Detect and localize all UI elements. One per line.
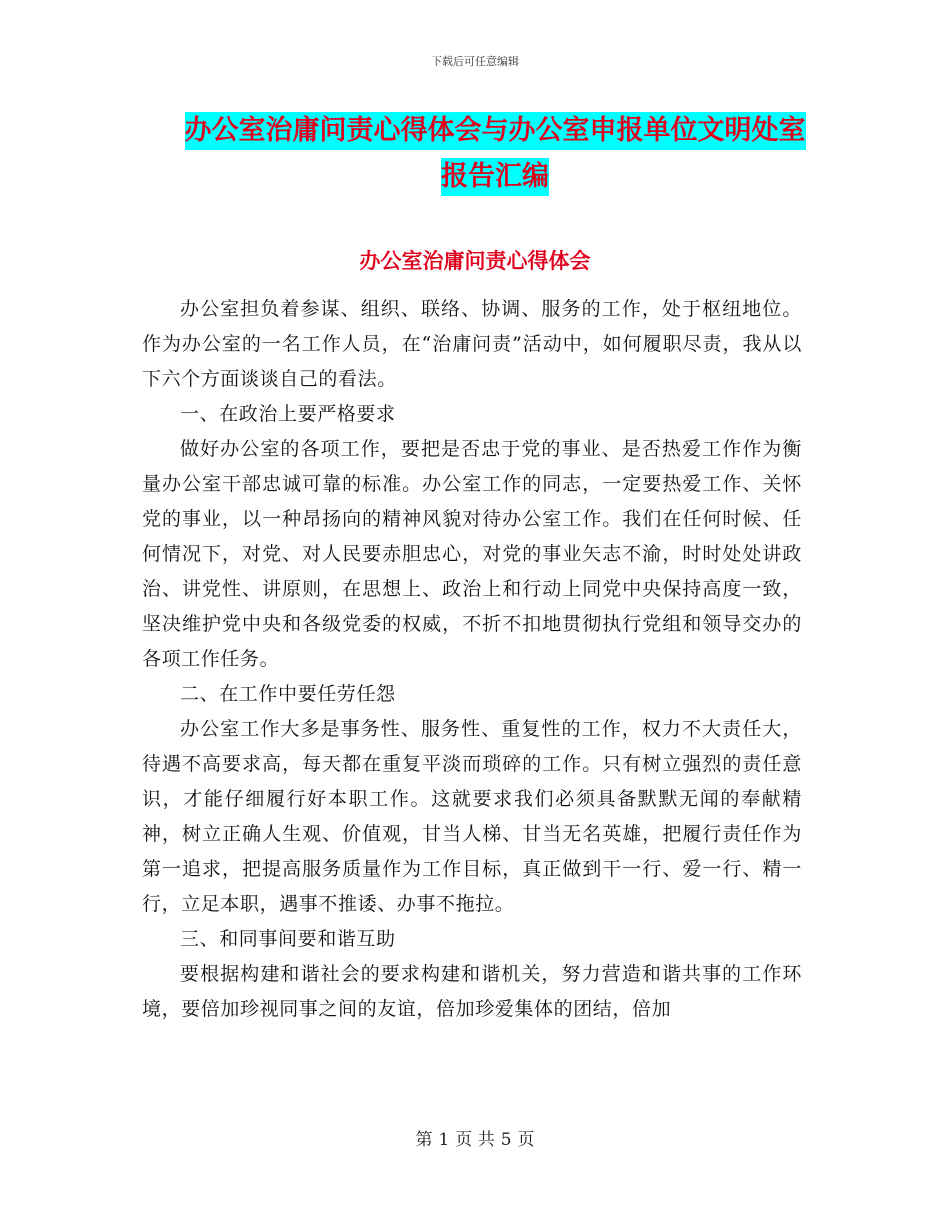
paragraph-point-2: 办公室工作大多是事务性、服务性、重复性的工作，权力不大责任大，待遇不高要求高，每天都在重复平淡而琐碎的工作。只有树立强烈的责任意识，才能仔细履行好本职工作。这就要求我们必须具备默默无闻的奉献精神，树立正确人生观、价值观，甘当人梯、甘当无名英雄，把履行责任作为第一追求，把提高服务质量作为工作目标，真正做到干一行、爱一行、精一行，立足本职，遇事不推诿、办事不拖拉。 [142,718,802,915]
document-title-line1: 办公室治庸问责心得体会与办公室申报单位文明处室 [185,112,806,150]
document-title [130,108,860,200]
footer-prefix: 第 [415,1130,433,1150]
paragraph-point-3: 要根据构建和谐社会的要求构建和谐机关，努力营造和谐共事的工作环境，要倍加珍视同事之间的友谊，倍加珍爱集体的团结，倍加 [142,963,802,1020]
section-title: 办公室治庸问责心得体会 [359,249,591,273]
paragraph-point-1: 做好办公室的各项工作，要把是否忠于党的事业、是否热爱工作作为衡量办公室干部忠诚可靠的标准。办公室工作的同志，一定要热爱工作、关怀党的事业，以一种昂扬向的精神风貌对待办公室工作。我们在任何时候、任何情况下，对党、对人民要赤胆忠心，对党的事业矢志不渝，时时处处讲政治、讲党性、讲原则，在思想上、政治上和行动上同党中央保持高度一致，坚决维护党中央和各级党委的权威，不折不扣地贯彻执行党组和领导交办的各项工作任务。 [142,438,802,670]
paragraph-intro: 办公室担负着参谋、组织、联络、协调、服务的工作，处于枢纽地位。作为办公室的一名工作人员，在“治庸问责”活动中，如何履职尽责，我从以下六个方面谈谈自己的看法。 [142,298,802,390]
page-footer [0,1125,950,1150]
footer-middle: 页 共 [455,1130,495,1150]
footer-suffix: 页 [517,1130,535,1150]
heading-point-1: 一、在政治上要严格要求 [180,403,396,425]
page-number: 1 [438,1130,450,1150]
heading-point-3: 三、和同事间要和谐互助 [180,928,396,950]
document-body [142,292,802,1027]
document-title-line2: 报告汇编 [441,158,549,196]
heading-point-2: 二、在工作中要任劳任怨 [180,683,396,705]
total-pages: 5 [500,1130,512,1150]
header-note: 下载后可任意编辑 [431,55,519,68]
